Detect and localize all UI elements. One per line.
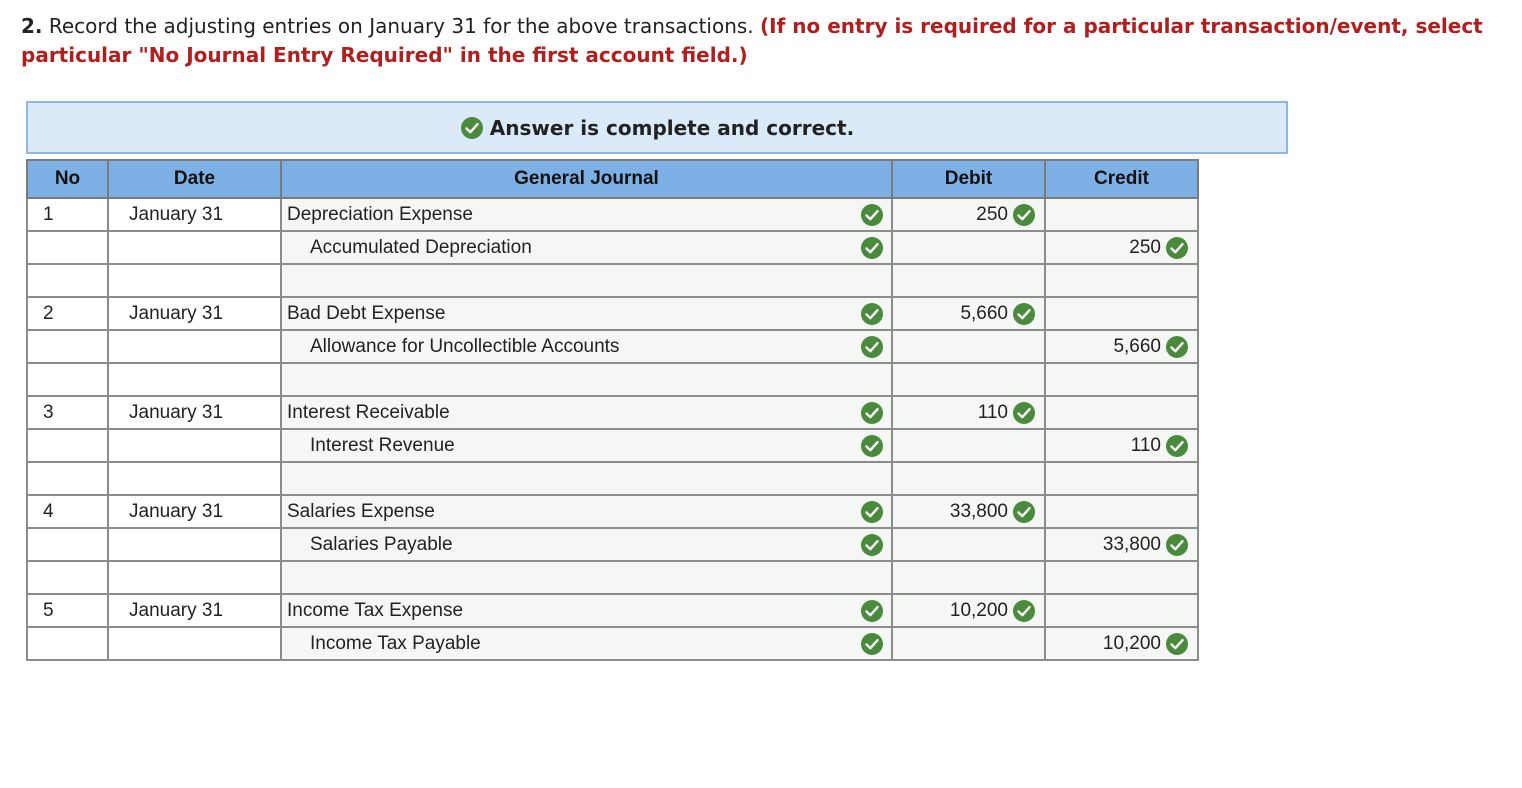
account-select[interactable] <box>281 561 892 594</box>
account-name: Interest Receivable <box>287 401 450 423</box>
credit-amount: 33,800 <box>1102 533 1161 555</box>
debit-input[interactable] <box>892 528 1045 561</box>
entry-number-text: 4 <box>43 500 54 522</box>
journal-row-credit <box>27 231 1198 264</box>
check-icon <box>1012 401 1036 425</box>
journal-row-debit <box>27 198 1198 231</box>
account-select[interactable] <box>281 462 892 495</box>
journal-row-blank <box>27 363 1198 396</box>
check-icon <box>860 599 884 623</box>
header-debit: Debit <box>892 160 1045 198</box>
entry-number <box>27 264 108 297</box>
entry-date <box>108 462 281 495</box>
entry-date <box>108 528 281 561</box>
debit-input[interactable] <box>892 297 1045 330</box>
account-select[interactable] <box>281 297 892 330</box>
journal-row-credit <box>27 528 1198 561</box>
journal-row-debit <box>27 594 1198 627</box>
account-select[interactable] <box>281 627 892 660</box>
credit-input[interactable] <box>1045 297 1198 330</box>
check-icon <box>860 500 884 524</box>
account-select[interactable] <box>281 363 892 396</box>
entry-date <box>108 297 281 330</box>
question-prompt <box>21 12 1501 70</box>
entry-date-text: January 31 <box>129 302 224 324</box>
credit-amount: 250 <box>1129 236 1161 258</box>
check-icon <box>1012 599 1036 623</box>
debit-amount: 5,660 <box>960 302 1008 324</box>
journal-row-blank <box>27 561 1198 594</box>
account-name: Bad Debt Expense <box>287 302 446 324</box>
entry-number <box>27 561 108 594</box>
account-name: Salaries Expense <box>287 500 435 522</box>
entry-date <box>108 198 281 231</box>
account-select[interactable] <box>281 594 892 627</box>
entry-date <box>108 264 281 297</box>
entry-date <box>108 495 281 528</box>
debit-amount: 250 <box>976 203 1008 225</box>
journal-row-debit <box>27 396 1198 429</box>
entry-date-text: January 31 <box>129 599 224 621</box>
check-icon <box>860 203 884 227</box>
general-journal-table <box>26 159 1199 661</box>
account-select[interactable] <box>281 429 892 462</box>
account-select[interactable] <box>281 264 892 297</box>
entry-date-text: January 31 <box>129 500 224 522</box>
debit-input[interactable] <box>892 495 1045 528</box>
credit-amount: 110 <box>1130 434 1161 456</box>
check-icon <box>860 401 884 425</box>
question-text: Record the adjusting entries on January 31 for the above transactions. <box>48 14 754 38</box>
entry-number <box>27 363 108 396</box>
account-name: Interest Revenue <box>310 434 455 456</box>
debit-input[interactable] <box>892 462 1045 495</box>
entry-date <box>108 627 281 660</box>
check-icon <box>860 533 884 557</box>
header-credit: Credit <box>1045 160 1198 198</box>
entry-date <box>108 231 281 264</box>
header-no: No <box>27 160 108 198</box>
debit-amount: 110 <box>977 401 1008 423</box>
debit-input[interactable] <box>892 231 1045 264</box>
answer-status-text: Answer is complete and correct. <box>489 115 855 140</box>
debit-amount: 10,200 <box>949 599 1008 621</box>
check-icon <box>460 116 484 140</box>
header-general-journal: General Journal <box>281 160 892 198</box>
account-name: Allowance for Uncollectible Accounts <box>310 335 620 357</box>
check-icon <box>1165 533 1189 557</box>
check-icon <box>1165 632 1189 656</box>
entry-date <box>108 594 281 627</box>
check-icon <box>860 335 884 359</box>
entry-date-text: January 31 <box>129 203 224 225</box>
debit-input[interactable] <box>892 264 1045 297</box>
account-select[interactable] <box>281 231 892 264</box>
entry-number <box>27 231 108 264</box>
entry-date <box>108 561 281 594</box>
journal-row-blank <box>27 264 1198 297</box>
entry-number <box>27 429 108 462</box>
debit-input[interactable] <box>892 330 1045 363</box>
journal-row-credit <box>27 330 1198 363</box>
account-select[interactable] <box>281 330 892 363</box>
credit-input[interactable] <box>1045 561 1198 594</box>
credit-input[interactable] <box>1045 429 1198 462</box>
check-icon <box>1012 500 1036 524</box>
header-date: Date <box>108 160 281 198</box>
entry-number-text: 3 <box>43 401 54 423</box>
entry-number <box>27 198 108 231</box>
check-icon <box>1012 203 1036 227</box>
account-name: Depreciation Expense <box>287 203 473 225</box>
check-icon <box>1012 302 1036 326</box>
credit-input[interactable] <box>1045 330 1198 363</box>
entry-number <box>27 495 108 528</box>
entry-date-text: January 31 <box>129 401 224 423</box>
debit-input[interactable] <box>892 561 1045 594</box>
account-select[interactable] <box>281 396 892 429</box>
debit-input[interactable] <box>892 198 1045 231</box>
question-number: 2. <box>21 14 43 38</box>
account-name: Income Tax Expense <box>287 599 464 621</box>
check-icon <box>1165 434 1189 458</box>
check-icon <box>860 632 884 656</box>
entry-number <box>27 528 108 561</box>
answer-status-banner <box>26 101 1288 154</box>
entry-number <box>27 330 108 363</box>
account-select[interactable] <box>281 528 892 561</box>
entry-number <box>27 297 108 330</box>
table-header-row <box>27 160 1198 198</box>
question-instruction: (If no entry is required for a particular transaction/event, select particular "No Journal Entry Required" in the first account field.) <box>21 14 1483 67</box>
debit-input[interactable] <box>892 429 1045 462</box>
account-name: Accumulated Depreciation <box>310 236 532 258</box>
credit-input[interactable] <box>1045 495 1198 528</box>
entry-number <box>27 594 108 627</box>
account-name: Income Tax Payable <box>310 632 481 654</box>
entry-date <box>108 396 281 429</box>
entry-number-text: 2 <box>43 302 54 324</box>
credit-input[interactable] <box>1045 363 1198 396</box>
credit-input[interactable] <box>1045 264 1198 297</box>
account-select[interactable] <box>281 198 892 231</box>
debit-input[interactable] <box>892 396 1045 429</box>
entry-number <box>27 462 108 495</box>
entry-date <box>108 429 281 462</box>
entry-number-text: 1 <box>43 203 54 225</box>
journal-row-debit <box>27 495 1198 528</box>
check-icon <box>1165 335 1189 359</box>
credit-amount: 5,660 <box>1113 335 1161 357</box>
credit-input[interactable] <box>1045 462 1198 495</box>
debit-input[interactable] <box>892 594 1045 627</box>
credit-input[interactable] <box>1045 198 1198 231</box>
entry-date <box>108 330 281 363</box>
credit-input[interactable] <box>1045 396 1198 429</box>
entry-number-text: 5 <box>43 599 54 621</box>
credit-input[interactable] <box>1045 594 1198 627</box>
journal-row-debit <box>27 297 1198 330</box>
journal-row-credit <box>27 627 1198 660</box>
account-select[interactable] <box>281 495 892 528</box>
credit-amount: 10,200 <box>1102 632 1161 654</box>
check-icon <box>1165 236 1189 260</box>
debit-amount: 33,800 <box>949 500 1008 522</box>
journal-row-blank <box>27 462 1198 495</box>
credit-input[interactable] <box>1045 231 1198 264</box>
entry-number <box>27 627 108 660</box>
entry-date <box>108 363 281 396</box>
entry-number <box>27 396 108 429</box>
credit-input[interactable] <box>1045 528 1198 561</box>
debit-input[interactable] <box>892 363 1045 396</box>
check-icon <box>860 302 884 326</box>
credit-input[interactable] <box>1045 627 1198 660</box>
journal-row-credit <box>27 429 1198 462</box>
check-icon <box>860 236 884 260</box>
debit-input[interactable] <box>892 627 1045 660</box>
account-name: Salaries Payable <box>310 533 453 555</box>
check-icon <box>860 434 884 458</box>
